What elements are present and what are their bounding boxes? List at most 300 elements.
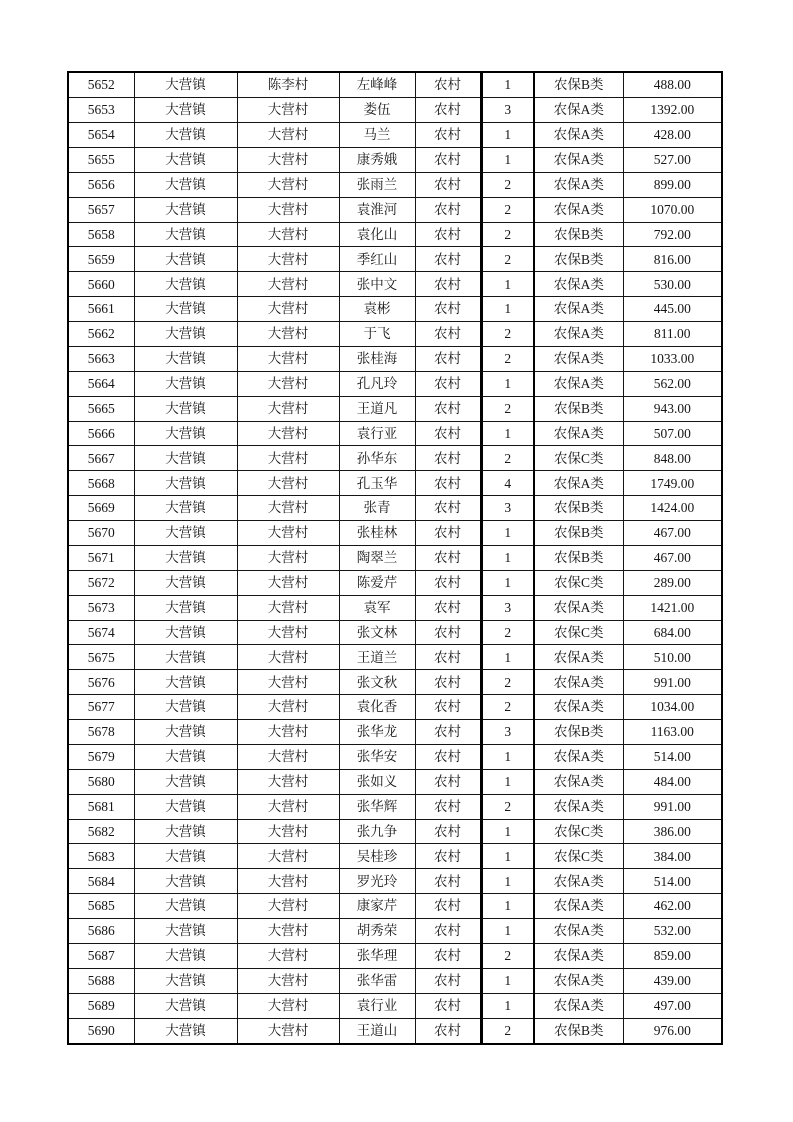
- cell-person-count: 1: [481, 570, 534, 595]
- cell-amount: 1392.00: [623, 98, 722, 123]
- payment-table-body: [68, 72, 722, 1044]
- cell-village: 大营村: [237, 744, 339, 769]
- table-row: [68, 521, 722, 546]
- cell-amount: 991.00: [623, 794, 722, 819]
- cell-person-name: 王道凡: [339, 396, 415, 421]
- table-row: [68, 695, 722, 720]
- cell-residence-type: 农村: [415, 322, 481, 347]
- table-row: [68, 72, 722, 98]
- cell-serial: 5675: [68, 645, 134, 670]
- cell-town: 大营镇: [134, 496, 237, 521]
- table-row: [68, 247, 722, 272]
- payment-table: [67, 71, 723, 1045]
- cell-village: 大营村: [237, 272, 339, 297]
- cell-insurance-category: 农保A类: [534, 794, 623, 819]
- cell-person-name: 张青: [339, 496, 415, 521]
- cell-village: 大营村: [237, 570, 339, 595]
- cell-person-name: 张九争: [339, 819, 415, 844]
- cell-serial: 5653: [68, 98, 134, 123]
- table-row: [68, 968, 722, 993]
- cell-amount: 507.00: [623, 421, 722, 446]
- cell-person-name: 张如义: [339, 769, 415, 794]
- cell-person-count: 2: [481, 695, 534, 720]
- cell-person-count: 2: [481, 794, 534, 819]
- cell-amount: 514.00: [623, 869, 722, 894]
- cell-serial: 5656: [68, 172, 134, 197]
- cell-village: 大营村: [237, 346, 339, 371]
- cell-person-name: 张文林: [339, 620, 415, 645]
- cell-serial: 5664: [68, 371, 134, 396]
- cell-serial: 5678: [68, 720, 134, 745]
- cell-serial: 5684: [68, 869, 134, 894]
- cell-serial: 5689: [68, 993, 134, 1018]
- cell-town: 大营镇: [134, 98, 237, 123]
- cell-residence-type: 农村: [415, 297, 481, 322]
- table-row: [68, 720, 722, 745]
- cell-person-count: 2: [481, 197, 534, 222]
- cell-person-count: 2: [481, 346, 534, 371]
- table-row: [68, 371, 722, 396]
- cell-insurance-category: 农保B类: [534, 545, 623, 570]
- cell-town: 大营镇: [134, 595, 237, 620]
- table-row: [68, 197, 722, 222]
- cell-amount: 530.00: [623, 272, 722, 297]
- cell-serial: 5667: [68, 446, 134, 471]
- cell-insurance-category: 农保A类: [534, 993, 623, 1018]
- cell-person-name: 陈爱芹: [339, 570, 415, 595]
- cell-person-name: 张华龙: [339, 720, 415, 745]
- cell-person-name: 袁化香: [339, 695, 415, 720]
- cell-village: 大营村: [237, 222, 339, 247]
- cell-town: 大营镇: [134, 197, 237, 222]
- cell-village: 大营村: [237, 919, 339, 944]
- cell-person-count: 1: [481, 968, 534, 993]
- cell-insurance-category: 农保A类: [534, 645, 623, 670]
- cell-person-name: 张华安: [339, 744, 415, 769]
- cell-serial: 5658: [68, 222, 134, 247]
- cell-village: 大营村: [237, 819, 339, 844]
- table-row: [68, 744, 722, 769]
- cell-person-count: 3: [481, 720, 534, 745]
- cell-person-count: 1: [481, 919, 534, 944]
- cell-village: 陈李村: [237, 72, 339, 98]
- cell-serial: 5660: [68, 272, 134, 297]
- cell-insurance-category: 农保A类: [534, 272, 623, 297]
- cell-insurance-category: 农保A类: [534, 172, 623, 197]
- cell-person-name: 袁化山: [339, 222, 415, 247]
- cell-amount: 562.00: [623, 371, 722, 396]
- cell-village: 大营村: [237, 993, 339, 1018]
- cell-serial: 5672: [68, 570, 134, 595]
- cell-amount: 527.00: [623, 147, 722, 172]
- cell-town: 大营镇: [134, 371, 237, 396]
- cell-amount: 445.00: [623, 297, 722, 322]
- cell-residence-type: 农村: [415, 72, 481, 98]
- cell-person-name: 王道兰: [339, 645, 415, 670]
- cell-residence-type: 农村: [415, 123, 481, 148]
- cell-person-count: 1: [481, 545, 534, 570]
- cell-town: 大营镇: [134, 993, 237, 1018]
- table-row: [68, 346, 722, 371]
- cell-residence-type: 农村: [415, 1018, 481, 1044]
- cell-person-name: 康秀娥: [339, 147, 415, 172]
- cell-serial: 5661: [68, 297, 134, 322]
- cell-residence-type: 农村: [415, 794, 481, 819]
- table-row: [68, 670, 722, 695]
- cell-person-name: 康家芹: [339, 894, 415, 919]
- cell-residence-type: 农村: [415, 222, 481, 247]
- cell-person-count: 1: [481, 819, 534, 844]
- cell-residence-type: 农村: [415, 172, 481, 197]
- cell-residence-type: 农村: [415, 595, 481, 620]
- cell-insurance-category: 农保A类: [534, 471, 623, 496]
- table-row: [68, 545, 722, 570]
- cell-serial: 5682: [68, 819, 134, 844]
- cell-person-name: 于飞: [339, 322, 415, 347]
- cell-person-count: 2: [481, 172, 534, 197]
- cell-amount: 439.00: [623, 968, 722, 993]
- cell-person-count: 2: [481, 222, 534, 247]
- cell-residence-type: 农村: [415, 521, 481, 546]
- cell-residence-type: 农村: [415, 993, 481, 1018]
- cell-village: 大营村: [237, 147, 339, 172]
- cell-person-count: 2: [481, 247, 534, 272]
- table-row: [68, 496, 722, 521]
- cell-residence-type: 农村: [415, 396, 481, 421]
- cell-person-count: 1: [481, 521, 534, 546]
- cell-insurance-category: 农保A类: [534, 297, 623, 322]
- cell-village: 大营村: [237, 670, 339, 695]
- cell-village: 大营村: [237, 943, 339, 968]
- cell-serial: 5668: [68, 471, 134, 496]
- cell-town: 大营镇: [134, 322, 237, 347]
- cell-amount: 532.00: [623, 919, 722, 944]
- cell-town: 大营镇: [134, 123, 237, 148]
- cell-person-name: 张华辉: [339, 794, 415, 819]
- cell-person-name: 袁行业: [339, 993, 415, 1018]
- cell-village: 大营村: [237, 247, 339, 272]
- cell-person-name: 孙华东: [339, 446, 415, 471]
- cell-village: 大营村: [237, 322, 339, 347]
- cell-serial: 5671: [68, 545, 134, 570]
- cell-serial: 5665: [68, 396, 134, 421]
- cell-insurance-category: 农保C类: [534, 819, 623, 844]
- cell-person-name: 张雨兰: [339, 172, 415, 197]
- cell-village: 大营村: [237, 769, 339, 794]
- cell-residence-type: 农村: [415, 570, 481, 595]
- cell-insurance-category: 农保C类: [534, 620, 623, 645]
- cell-person-count: 3: [481, 496, 534, 521]
- cell-insurance-category: 农保A类: [534, 695, 623, 720]
- table-row: [68, 869, 722, 894]
- cell-town: 大营镇: [134, 147, 237, 172]
- cell-insurance-category: 农保A类: [534, 670, 623, 695]
- cell-serial: 5659: [68, 247, 134, 272]
- cell-insurance-category: 农保B类: [534, 72, 623, 98]
- cell-residence-type: 农村: [415, 247, 481, 272]
- cell-village: 大营村: [237, 98, 339, 123]
- cell-amount: 684.00: [623, 620, 722, 645]
- cell-insurance-category: 农保B类: [534, 247, 623, 272]
- cell-serial: 5676: [68, 670, 134, 695]
- cell-person-name: 胡秀荣: [339, 919, 415, 944]
- cell-person-count: 1: [481, 72, 534, 98]
- table-row: [68, 471, 722, 496]
- cell-person-name: 罗光玲: [339, 869, 415, 894]
- table-row: [68, 570, 722, 595]
- cell-person-name: 张中文: [339, 272, 415, 297]
- cell-village: 大营村: [237, 123, 339, 148]
- cell-town: 大营镇: [134, 521, 237, 546]
- cell-person-name: 王道山: [339, 1018, 415, 1044]
- cell-amount: 816.00: [623, 247, 722, 272]
- cell-amount: 1749.00: [623, 471, 722, 496]
- cell-serial: 5679: [68, 744, 134, 769]
- cell-insurance-category: 农保A类: [534, 943, 623, 968]
- cell-serial: 5666: [68, 421, 134, 446]
- table-row: [68, 819, 722, 844]
- cell-amount: 811.00: [623, 322, 722, 347]
- cell-town: 大营镇: [134, 570, 237, 595]
- cell-town: 大营镇: [134, 769, 237, 794]
- cell-serial: 5662: [68, 322, 134, 347]
- cell-town: 大营镇: [134, 943, 237, 968]
- cell-amount: 1034.00: [623, 695, 722, 720]
- cell-person-count: 1: [481, 272, 534, 297]
- cell-insurance-category: 农保A类: [534, 98, 623, 123]
- cell-residence-type: 农村: [415, 968, 481, 993]
- cell-serial: 5673: [68, 595, 134, 620]
- table-row: [68, 1018, 722, 1044]
- cell-person-name: 张桂海: [339, 346, 415, 371]
- cell-serial: 5674: [68, 620, 134, 645]
- table-row: [68, 172, 722, 197]
- table-row: [68, 919, 722, 944]
- cell-person-count: 1: [481, 371, 534, 396]
- cell-serial: 5669: [68, 496, 134, 521]
- cell-town: 大营镇: [134, 894, 237, 919]
- cell-town: 大营镇: [134, 968, 237, 993]
- cell-village: 大营村: [237, 197, 339, 222]
- cell-person-count: 1: [481, 769, 534, 794]
- cell-amount: 1424.00: [623, 496, 722, 521]
- cell-amount: 899.00: [623, 172, 722, 197]
- cell-insurance-category: 农保A类: [534, 346, 623, 371]
- cell-amount: 484.00: [623, 769, 722, 794]
- cell-residence-type: 农村: [415, 943, 481, 968]
- cell-serial: 5677: [68, 695, 134, 720]
- cell-village: 大营村: [237, 595, 339, 620]
- cell-town: 大营镇: [134, 172, 237, 197]
- cell-person-name: 张华雷: [339, 968, 415, 993]
- cell-amount: 510.00: [623, 645, 722, 670]
- table-row: [68, 446, 722, 471]
- cell-village: 大营村: [237, 695, 339, 720]
- cell-village: 大营村: [237, 297, 339, 322]
- cell-insurance-category: 农保A类: [534, 968, 623, 993]
- cell-person-count: 1: [481, 894, 534, 919]
- cell-person-name: 左峰峰: [339, 72, 415, 98]
- cell-person-name: 陶翠兰: [339, 545, 415, 570]
- cell-town: 大营镇: [134, 247, 237, 272]
- cell-village: 大营村: [237, 620, 339, 645]
- cell-insurance-category: 农保A类: [534, 769, 623, 794]
- cell-town: 大营镇: [134, 695, 237, 720]
- cell-village: 大营村: [237, 471, 339, 496]
- cell-person-name: 张文秋: [339, 670, 415, 695]
- table-row: [68, 396, 722, 421]
- cell-town: 大营镇: [134, 844, 237, 869]
- cell-amount: 792.00: [623, 222, 722, 247]
- table-row: [68, 645, 722, 670]
- cell-person-count: 2: [481, 1018, 534, 1044]
- cell-town: 大营镇: [134, 72, 237, 98]
- cell-person-name: 吴桂珍: [339, 844, 415, 869]
- cell-person-name: 袁淮河: [339, 197, 415, 222]
- cell-insurance-category: 农保A类: [534, 147, 623, 172]
- cell-person-count: 1: [481, 147, 534, 172]
- cell-residence-type: 农村: [415, 645, 481, 670]
- table-row: [68, 943, 722, 968]
- cell-town: 大营镇: [134, 794, 237, 819]
- cell-serial: 5683: [68, 844, 134, 869]
- table-row: [68, 794, 722, 819]
- table-row: [68, 222, 722, 247]
- cell-insurance-category: 农保B类: [534, 720, 623, 745]
- cell-insurance-category: 农保B类: [534, 521, 623, 546]
- cell-serial: 5657: [68, 197, 134, 222]
- cell-person-count: 3: [481, 98, 534, 123]
- cell-amount: 848.00: [623, 446, 722, 471]
- cell-amount: 488.00: [623, 72, 722, 98]
- cell-residence-type: 农村: [415, 744, 481, 769]
- cell-person-name: 娄伍: [339, 98, 415, 123]
- cell-village: 大营村: [237, 869, 339, 894]
- cell-residence-type: 农村: [415, 894, 481, 919]
- cell-insurance-category: 农保C类: [534, 844, 623, 869]
- cell-amount: 1070.00: [623, 197, 722, 222]
- table-row: [68, 297, 722, 322]
- cell-residence-type: 农村: [415, 620, 481, 645]
- cell-person-count: 2: [481, 670, 534, 695]
- cell-village: 大营村: [237, 521, 339, 546]
- cell-village: 大营村: [237, 645, 339, 670]
- table-row: [68, 894, 722, 919]
- cell-town: 大营镇: [134, 346, 237, 371]
- cell-village: 大营村: [237, 1018, 339, 1044]
- cell-person-count: 2: [481, 322, 534, 347]
- cell-amount: 384.00: [623, 844, 722, 869]
- cell-serial: 5690: [68, 1018, 134, 1044]
- cell-serial: 5686: [68, 919, 134, 944]
- cell-person-count: 2: [481, 396, 534, 421]
- table-row: [68, 322, 722, 347]
- cell-amount: 991.00: [623, 670, 722, 695]
- cell-residence-type: 农村: [415, 720, 481, 745]
- cell-person-count: 1: [481, 123, 534, 148]
- cell-amount: 943.00: [623, 396, 722, 421]
- cell-person-count: 1: [481, 645, 534, 670]
- cell-residence-type: 农村: [415, 197, 481, 222]
- cell-person-count: 2: [481, 620, 534, 645]
- cell-amount: 467.00: [623, 545, 722, 570]
- cell-town: 大营镇: [134, 272, 237, 297]
- cell-person-name: 马兰: [339, 123, 415, 148]
- cell-person-name: 张华理: [339, 943, 415, 968]
- cell-person-count: 1: [481, 993, 534, 1018]
- cell-town: 大营镇: [134, 446, 237, 471]
- cell-insurance-category: 农保B类: [534, 1018, 623, 1044]
- cell-insurance-category: 农保A类: [534, 322, 623, 347]
- cell-person-count: 1: [481, 297, 534, 322]
- cell-residence-type: 农村: [415, 98, 481, 123]
- cell-amount: 462.00: [623, 894, 722, 919]
- cell-village: 大营村: [237, 794, 339, 819]
- cell-town: 大营镇: [134, 819, 237, 844]
- cell-insurance-category: 农保A类: [534, 197, 623, 222]
- cell-insurance-category: 农保A类: [534, 371, 623, 396]
- table-row: [68, 993, 722, 1018]
- cell-person-name: 袁行亚: [339, 421, 415, 446]
- cell-amount: 514.00: [623, 744, 722, 769]
- table-row: [68, 147, 722, 172]
- table-row: [68, 98, 722, 123]
- cell-person-count: 1: [481, 844, 534, 869]
- cell-residence-type: 农村: [415, 670, 481, 695]
- cell-town: 大营镇: [134, 545, 237, 570]
- cell-amount: 859.00: [623, 943, 722, 968]
- cell-serial: 5654: [68, 123, 134, 148]
- cell-amount: 497.00: [623, 993, 722, 1018]
- cell-residence-type: 农村: [415, 869, 481, 894]
- cell-town: 大营镇: [134, 869, 237, 894]
- cell-serial: 5687: [68, 943, 134, 968]
- cell-residence-type: 农村: [415, 147, 481, 172]
- cell-person-name: 孔玉华: [339, 471, 415, 496]
- cell-village: 大营村: [237, 720, 339, 745]
- cell-person-count: 2: [481, 943, 534, 968]
- cell-person-name: 孔凡玲: [339, 371, 415, 396]
- cell-amount: 1421.00: [623, 595, 722, 620]
- cell-town: 大营镇: [134, 396, 237, 421]
- cell-serial: 5685: [68, 894, 134, 919]
- cell-residence-type: 农村: [415, 496, 481, 521]
- cell-town: 大营镇: [134, 1018, 237, 1044]
- cell-insurance-category: 农保A类: [534, 919, 623, 944]
- cell-person-count: 3: [481, 595, 534, 620]
- cell-serial: 5655: [68, 147, 134, 172]
- cell-town: 大营镇: [134, 421, 237, 446]
- cell-village: 大营村: [237, 496, 339, 521]
- cell-residence-type: 农村: [415, 545, 481, 570]
- cell-amount: 1163.00: [623, 720, 722, 745]
- cell-village: 大营村: [237, 545, 339, 570]
- cell-insurance-category: 农保A类: [534, 869, 623, 894]
- cell-serial: 5652: [68, 72, 134, 98]
- table-row: [68, 272, 722, 297]
- cell-residence-type: 农村: [415, 471, 481, 496]
- cell-amount: 428.00: [623, 123, 722, 148]
- cell-village: 大营村: [237, 421, 339, 446]
- cell-residence-type: 农村: [415, 371, 481, 396]
- cell-serial: 5670: [68, 521, 134, 546]
- cell-town: 大营镇: [134, 645, 237, 670]
- cell-town: 大营镇: [134, 222, 237, 247]
- table-row: [68, 769, 722, 794]
- cell-insurance-category: 农保C类: [534, 446, 623, 471]
- cell-residence-type: 农村: [415, 919, 481, 944]
- cell-town: 大营镇: [134, 471, 237, 496]
